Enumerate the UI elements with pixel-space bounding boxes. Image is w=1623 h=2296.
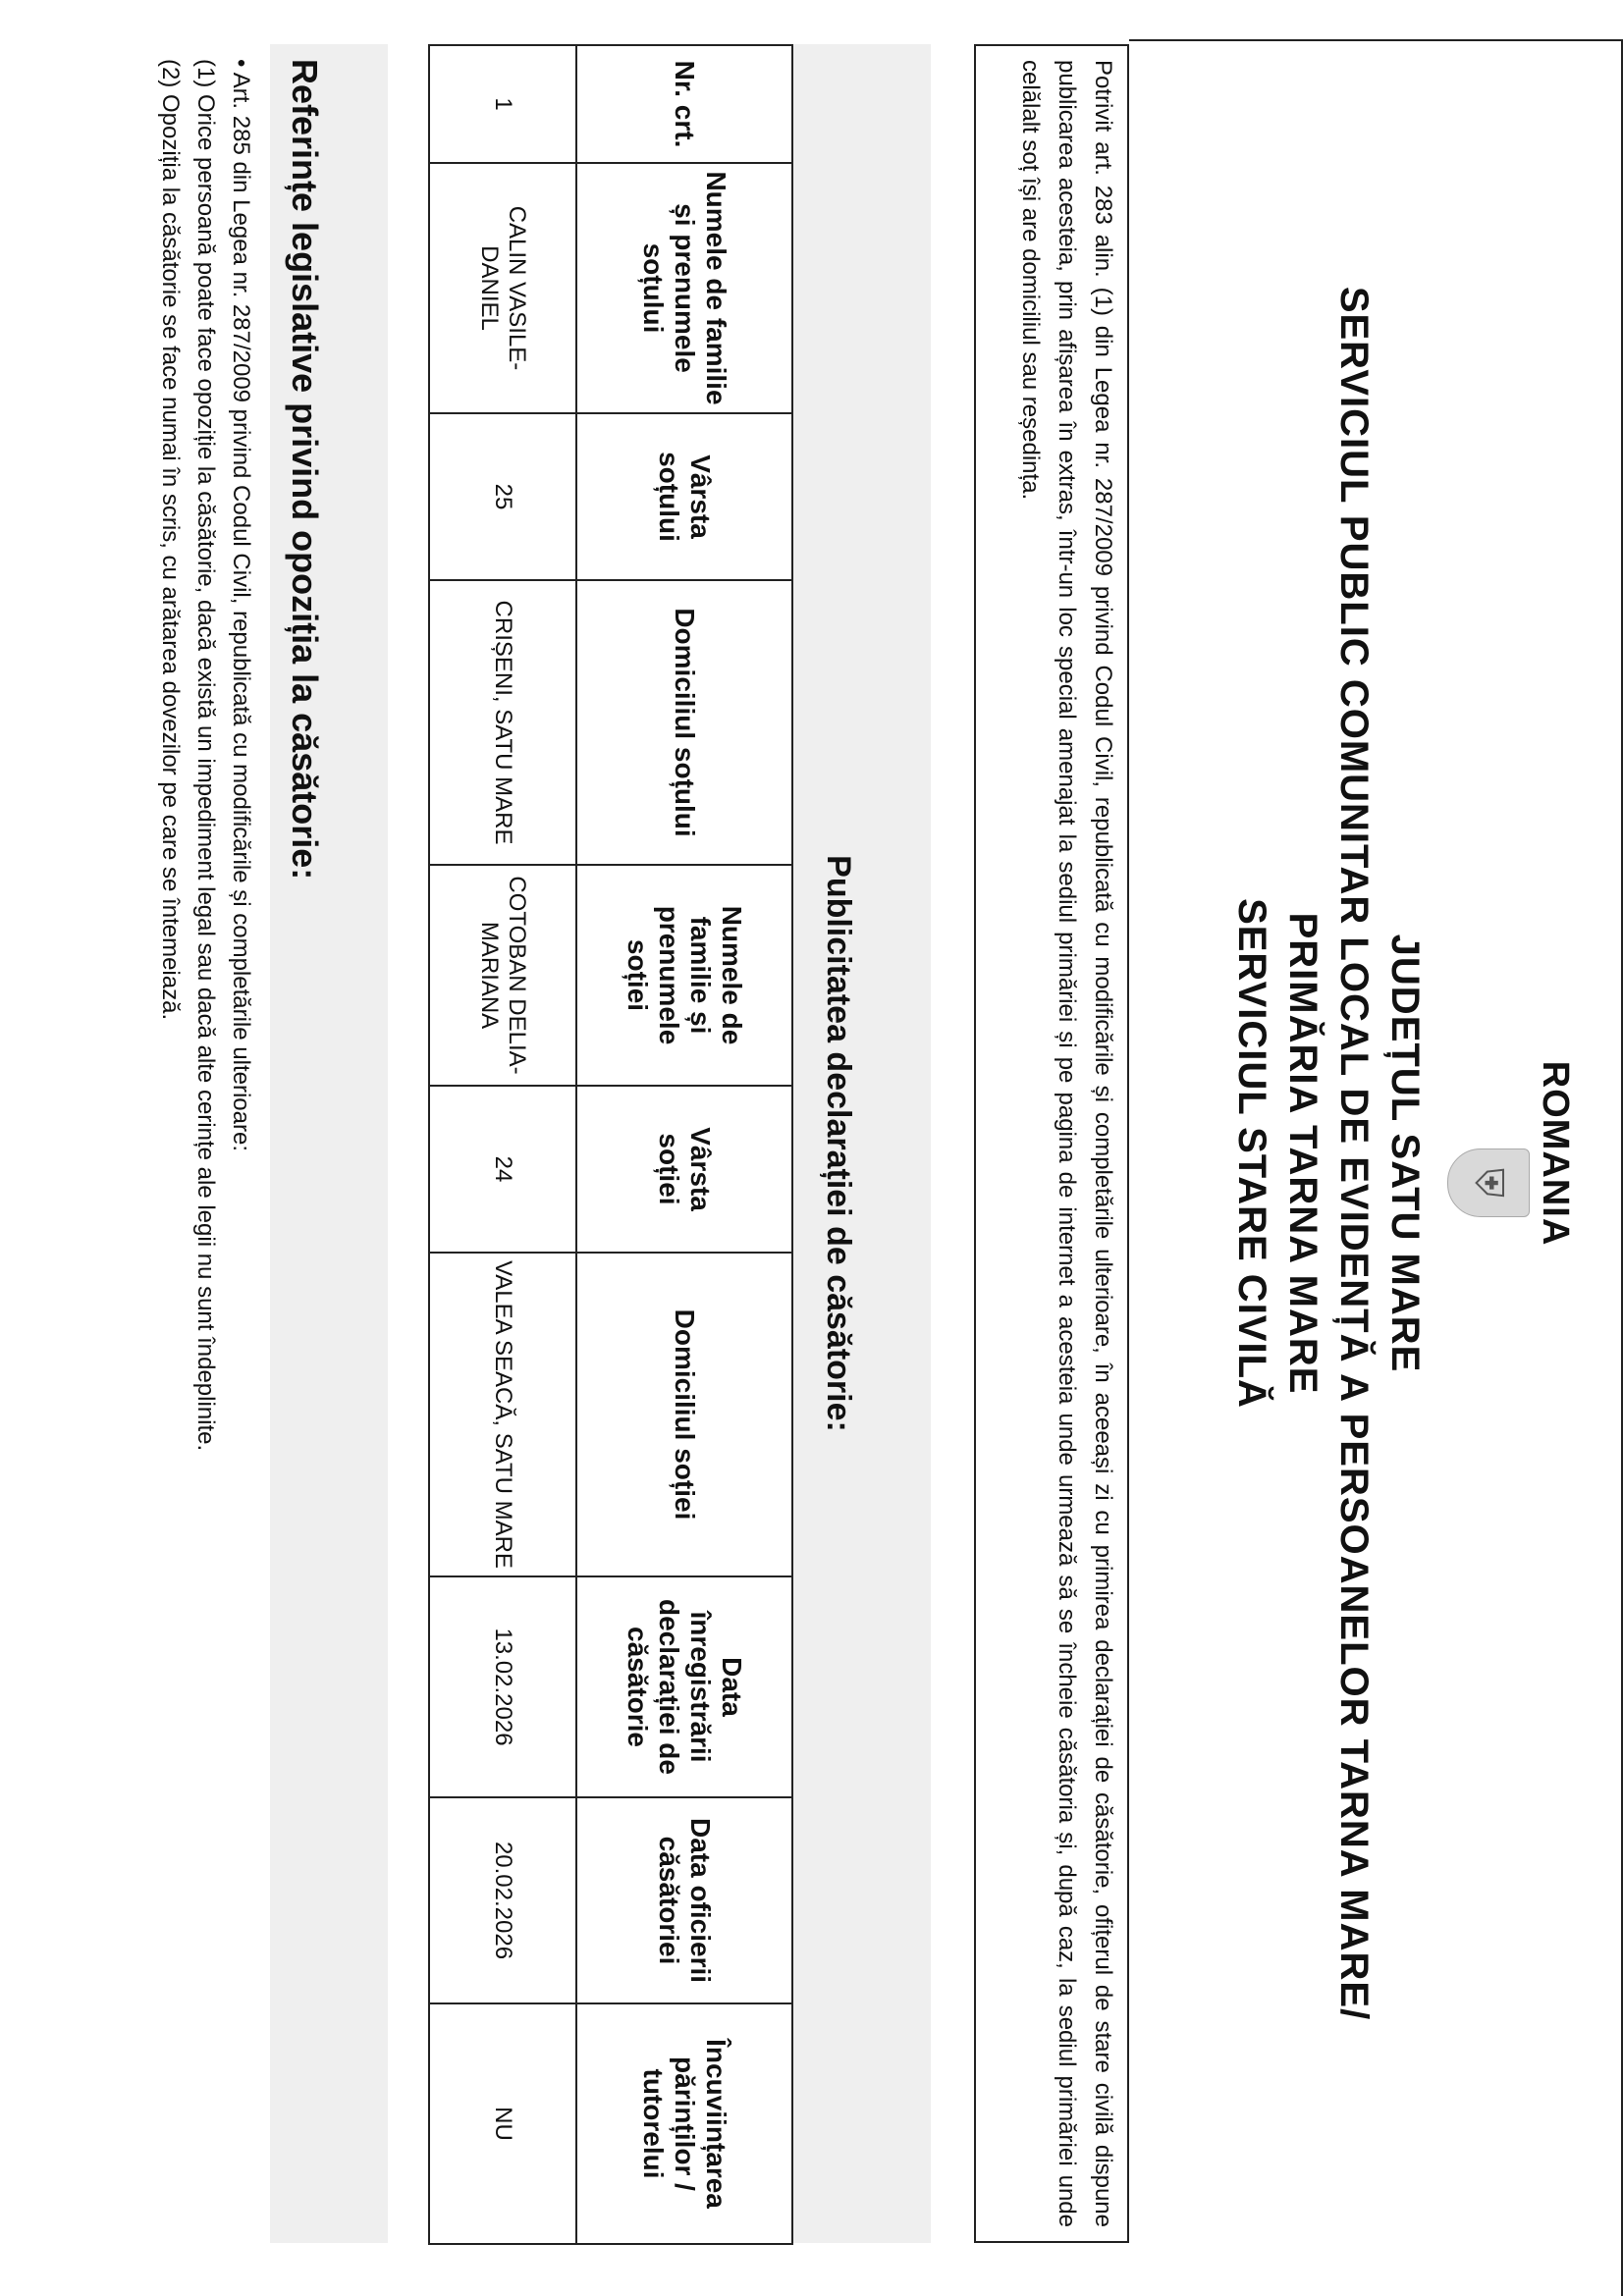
table-cell: 1	[429, 45, 576, 163]
city-hall-title: PRIMĂRIA TARNA MARE	[1281, 912, 1325, 1395]
reference-line: (1) Orice persoană poate face opoziție la căsătorie, dacă există un impediment legal sau dacă alte cerințe ale legii nu sunt îndeplinite.	[192, 59, 219, 1452]
column-header: Domiciliul soției	[576, 1253, 792, 1576]
table-header-row	[576, 45, 792, 2244]
table-row	[429, 45, 576, 2244]
column-header: Încuviințarea părinților / tutorelui	[576, 2003, 792, 2244]
table-cell: VALEA SEACĂ, SATU MARE	[429, 1253, 576, 1576]
references-list	[152, 59, 258, 2248]
column-header: Numele de familie și prenumele soțului	[576, 163, 792, 413]
column-header: Vârsta soției	[576, 1086, 792, 1253]
table-cell: 25	[429, 413, 576, 580]
table-cell: COTOBAN DELIA-MARIANA	[429, 865, 576, 1086]
column-header: Nr. crt.	[576, 45, 792, 163]
column-header: Numele de familie și prenumele soției	[576, 865, 792, 1086]
reference-line: • Art. 285 din Legea nr. 287/2009 privind Codul Civil, republicată cu modificările și completările ulterioare:	[228, 59, 254, 1151]
column-header: Data înregistrării declarației de căsătorie	[576, 1576, 792, 1797]
county-title: JUDEȚUL SATU MARE	[1383, 934, 1427, 1373]
table-cell: 24	[429, 1086, 576, 1253]
frame-side-line	[1129, 39, 1623, 41]
civil-status-title: SERVICIUL STARE CIVILĂ	[1230, 898, 1273, 1409]
section-title: Publicitatea declarației de căsătorie:	[820, 855, 857, 1432]
section-band	[793, 44, 931, 2243]
table-cell: 20.02.2026	[429, 1797, 576, 2003]
column-header: Domiciliul soțului	[576, 580, 792, 865]
legal-intro-text: Potrivit art. 283 alin. (1) din Legea nr. 287/2009 privind Codul Civil, republicată cu modificările și completările ulterioare, în aceeași zi cu primirea declarației de căsătorie, ofițerul de stare civilă dispune publicarea acesteia, prin afișarea în extras, într-un loc special amenajat la sediul primăriei și pe pagina de internet a acesteia unde urmează să se încheie căsătoria și, după caz, la sediul primăriei unde celălalt soț își are domiciliul sau reședința.	[974, 44, 1129, 2243]
table-cell: CALIN VASILE-DANIEL	[429, 163, 576, 413]
reference-line: (2) Opoziția la căsătorie se face numai în scris, cu arătarea dovezilor pe care se întemeiază.	[157, 59, 184, 1021]
declaration-table	[428, 44, 793, 2245]
document-header	[1152, 59, 1584, 2248]
table-cell: CRIȘENI, SATU MARE	[429, 580, 576, 865]
column-header: Vârsta soțului	[576, 413, 792, 580]
coat-of-arms-icon: ⛨	[1447, 1148, 1530, 1217]
references-title: Referințe legislative privind opoziția la căsătorie:	[285, 59, 325, 881]
table-cell: 13.02.2026	[429, 1576, 576, 1797]
service-title: SERVICIUL PUBLIC COMUNITAR LOCAL DE EVIDENȚĂ A PERSOANELOR TARNA MARE/	[1332, 286, 1376, 2021]
column-header: Data oficierii căsătoriei	[576, 1797, 792, 2003]
table-cell: NU	[429, 2003, 576, 2244]
country-title: ROMANIA	[1535, 1060, 1576, 1247]
